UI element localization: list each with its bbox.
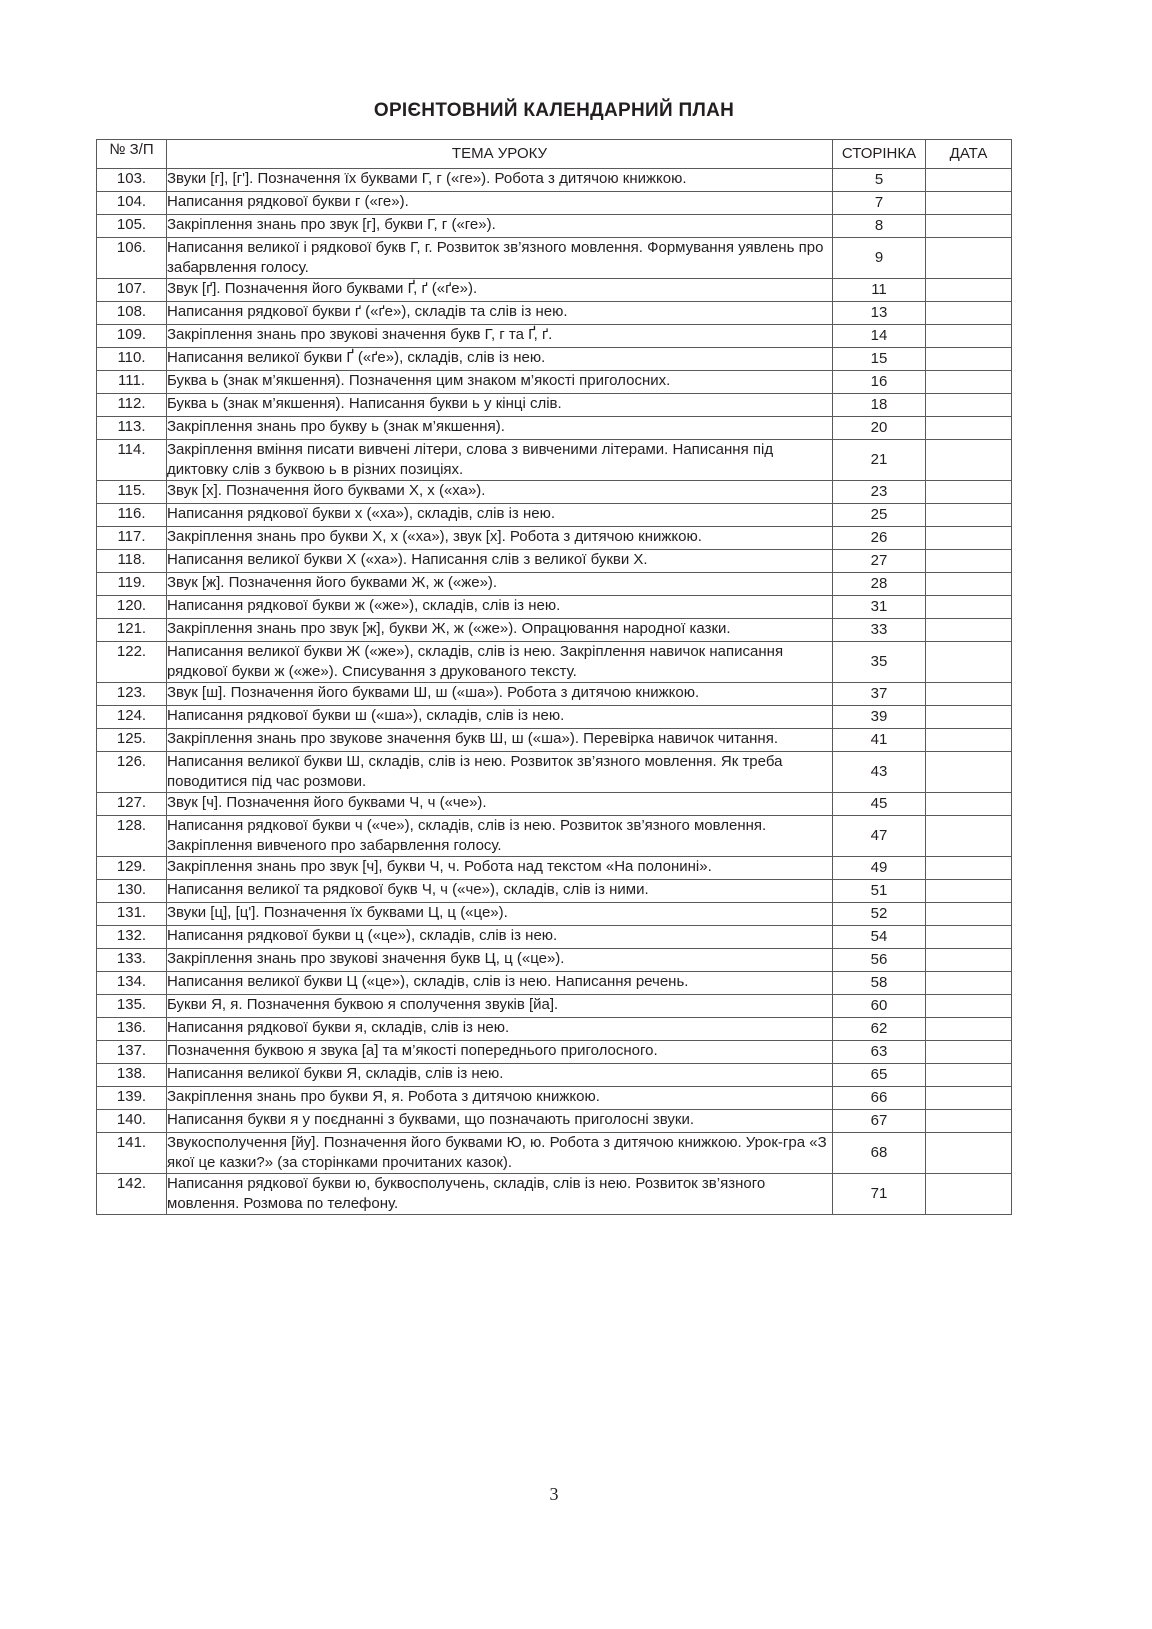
row-number: 108. [97,302,167,325]
row-topic: Звук [ш]. Позначення його буквами Ш, ш («ша»). Робота з дитячою книжкою. [167,683,833,706]
row-page: 13 [833,302,926,325]
row-date [926,926,1012,949]
row-page: 58 [833,972,926,995]
table-row [97,642,1012,683]
table-row [97,440,1012,481]
row-topic: Написання великої букви Ц («це»), складів, слів із нею. Написання речень. [167,972,833,995]
row-date [926,279,1012,302]
row-number: 117. [97,527,167,550]
row-topic: Написання великої та рядкової букв Ч, ч («че»), складів, слів із ними. [167,880,833,903]
row-page: 65 [833,1064,926,1087]
row-page: 45 [833,793,926,816]
row-date [926,1087,1012,1110]
row-topic: Написання великої букви Ж («же»), складів, слів із нею. Закріплення навичок написання рядкової букви ж («же»). Списування з друкованого тексту. [167,642,833,683]
row-date [926,816,1012,857]
row-date [926,1133,1012,1174]
row-topic: Закріплення знань про звук [ч], букви Ч, ч. Робота над текстом «На полонині». [167,857,833,880]
row-topic: Написання великої букви Ґ («ґе»), складів, слів із нею. [167,348,833,371]
calendar-plan-table [96,139,1012,1215]
row-topic: Звук [ґ]. Позначення його буквами Ґ, ґ («ґе»). [167,279,833,302]
row-page: 27 [833,550,926,573]
row-number: 124. [97,706,167,729]
table-row [97,752,1012,793]
row-date [926,880,1012,903]
row-number: 129. [97,857,167,880]
row-page: 71 [833,1174,926,1215]
header-page: СТОРІНКА [833,140,926,169]
row-number: 107. [97,279,167,302]
table-row [97,1018,1012,1041]
row-topic: Закріплення вміння писати вивчені літери, слова з вивченими літерами. Написання під диктовку слів з буквою ь в різних позиціях. [167,440,833,481]
row-date [926,527,1012,550]
table-row [97,302,1012,325]
row-number: 106. [97,238,167,279]
row-number: 137. [97,1041,167,1064]
table-row [97,527,1012,550]
row-page: 35 [833,642,926,683]
table-row [97,596,1012,619]
row-date [926,642,1012,683]
row-page: 16 [833,371,926,394]
row-topic: Закріплення знань про звукове значення букв Ш, ш («ша»). Перевірка навичок читання. [167,729,833,752]
page-title: ОРІЄНТОВНИЙ КАЛЕНДАРНИЙ ПЛАН [373,100,735,121]
row-date [926,729,1012,752]
row-topic: Написання великої букви Ш, складів, слів із нею. Розвиток зв’язного мовлення. Як треба поводитися під час розмови. [167,752,833,793]
row-topic: Буква ь (знак м’якшення). Написання букви ь у кінці слів. [167,394,833,417]
table-row [97,972,1012,995]
row-number: 126. [97,752,167,793]
row-number: 134. [97,972,167,995]
table-row [97,371,1012,394]
row-page: 26 [833,527,926,550]
row-topic: Звук [ж]. Позначення його буквами Ж, ж («же»). [167,573,833,596]
row-topic: Звук [ч]. Позначення його буквами Ч, ч («че»). [167,793,833,816]
row-page: 41 [833,729,926,752]
table-row [97,1087,1012,1110]
row-page: 62 [833,1018,926,1041]
row-page: 49 [833,857,926,880]
row-topic: Написання рядкової букви г («ге»). [167,192,833,215]
row-number: 120. [97,596,167,619]
row-number: 115. [97,481,167,504]
row-date [926,169,1012,192]
row-page: 33 [833,619,926,642]
row-date [926,949,1012,972]
row-number: 133. [97,949,167,972]
row-date [926,683,1012,706]
row-date [926,348,1012,371]
row-number: 119. [97,573,167,596]
row-topic: Буква ь (знак м’якшення). Позначення цим знаком м’якості приголосних. [167,371,833,394]
table-header-row [97,140,1012,169]
table-row [97,169,1012,192]
row-page: 54 [833,926,926,949]
row-date [926,215,1012,238]
page-number: 3 [549,1484,559,1504]
row-number: 127. [97,793,167,816]
table-row [97,238,1012,279]
table-row [97,573,1012,596]
row-topic: Написання рядкової букви ц («це»), складів, слів із нею. [167,926,833,949]
row-page: 37 [833,683,926,706]
row-date [926,972,1012,995]
row-number: 139. [97,1087,167,1110]
row-date [926,504,1012,527]
table-row [97,729,1012,752]
row-page: 7 [833,192,926,215]
row-date [926,371,1012,394]
row-date [926,596,1012,619]
row-page: 9 [833,238,926,279]
row-page: 60 [833,995,926,1018]
row-number: 138. [97,1064,167,1087]
row-number: 140. [97,1110,167,1133]
table-row [97,192,1012,215]
row-page: 14 [833,325,926,348]
row-number: 103. [97,169,167,192]
row-page: 39 [833,706,926,729]
table-row [97,215,1012,238]
table-row [97,926,1012,949]
row-page: 5 [833,169,926,192]
row-page: 20 [833,417,926,440]
row-date [926,752,1012,793]
table-body [97,169,1012,1215]
row-number: 111. [97,371,167,394]
row-page: 51 [833,880,926,903]
row-number: 110. [97,348,167,371]
row-number: 141. [97,1133,167,1174]
row-page: 21 [833,440,926,481]
row-date [926,302,1012,325]
row-topic: Закріплення знань про звук [ж], букви Ж, ж («же»). Опрацювання народної казки. [167,619,833,642]
row-topic: Написання рядкової букви ґ («ґе»), складів та слів із нею. [167,302,833,325]
row-number: 131. [97,903,167,926]
table-row [97,857,1012,880]
row-number: 142. [97,1174,167,1215]
row-number: 113. [97,417,167,440]
row-page: 23 [833,481,926,504]
row-date [926,857,1012,880]
row-date [926,440,1012,481]
row-number: 136. [97,1018,167,1041]
header-topic: ТЕМА УРОКУ [167,140,833,169]
row-topic: Закріплення знань про звук [г], букви Г, г («ге»). [167,215,833,238]
row-topic: Написання рядкової букви ш («ша»), складів, слів із нею. [167,706,833,729]
row-date [926,238,1012,279]
row-topic: Букви Я, я. Позначення буквою я сполучення звуків [йа]. [167,995,833,1018]
row-date [926,394,1012,417]
row-date [926,1064,1012,1087]
row-number: 123. [97,683,167,706]
row-topic: Закріплення знань про букви Х, х («ха»), звук [х]. Робота з дитячою книжкою. [167,527,833,550]
table-row [97,1064,1012,1087]
row-page: 28 [833,573,926,596]
row-topic: Написання букви я у поєднанні з буквами, що позначають приголосні звуки. [167,1110,833,1133]
row-date [926,192,1012,215]
row-date [926,325,1012,348]
table-row [97,325,1012,348]
row-topic: Написання рядкової букви х («ха»), складів, слів із нею. [167,504,833,527]
row-number: 112. [97,394,167,417]
row-topic: Закріплення знань про букву ь (знак м’якшення). [167,417,833,440]
row-page: 11 [833,279,926,302]
row-page: 63 [833,1041,926,1064]
row-number: 121. [97,619,167,642]
row-topic: Звуки [г], [г']. Позначення їх буквами Г, г («ге»). Робота з дитячою книжкою. [167,169,833,192]
table-row [97,1133,1012,1174]
row-topic: Звук [х]. Позначення його буквами Х, х («ха»). [167,481,833,504]
row-number: 105. [97,215,167,238]
table-row [97,417,1012,440]
table-row [97,550,1012,573]
table-row [97,683,1012,706]
row-date [926,481,1012,504]
table-row [97,348,1012,371]
table-row [97,504,1012,527]
header-number: № З/П [97,140,167,169]
row-topic: Звукосполучення [йу]. Позначення його буквами Ю, ю. Робота з дитячою книжкою. Урок-гра «З якої це казки?» (за сторінками прочитаних казок). [167,1133,833,1174]
row-date [926,995,1012,1018]
table-row [97,903,1012,926]
header-date: ДАТА [926,140,1012,169]
row-number: 125. [97,729,167,752]
row-number: 118. [97,550,167,573]
row-date [926,417,1012,440]
row-page: 31 [833,596,926,619]
row-number: 114. [97,440,167,481]
row-topic: Закріплення знань про звукові значення букв Ц, ц («це»). [167,949,833,972]
row-date [926,1041,1012,1064]
row-date [926,550,1012,573]
row-date [926,793,1012,816]
table-row [97,880,1012,903]
row-page: 15 [833,348,926,371]
row-topic: Написання рядкової букви ю, буквосполучень, складів, слів із нею. Розвиток зв’язного мовлення. Розмова по телефону. [167,1174,833,1215]
row-number: 128. [97,816,167,857]
table-row [97,995,1012,1018]
row-page: 56 [833,949,926,972]
table-row [97,793,1012,816]
row-page: 25 [833,504,926,527]
row-topic: Написання рядкової букви ч («че»), складів, слів із нею. Розвиток зв’язного мовлення. Закріплення вивченого про забарвлення голосу. [167,816,833,857]
row-topic: Закріплення знань про звукові значення букв Г, г та Ґ, ґ. [167,325,833,348]
row-date [926,1018,1012,1041]
row-date [926,573,1012,596]
row-number: 116. [97,504,167,527]
table-row [97,394,1012,417]
row-date [926,1174,1012,1215]
row-page: 43 [833,752,926,793]
row-topic: Написання великої і рядкової букв Г, г. Розвиток зв’язного мовлення. Формування уявлень про забарвлення голосу. [167,238,833,279]
row-topic: Написання великої букви Х («ха»). Написання слів з великої букви Х. [167,550,833,573]
row-number: 132. [97,926,167,949]
row-date [926,1110,1012,1133]
row-number: 104. [97,192,167,215]
table-row [97,481,1012,504]
row-page: 66 [833,1087,926,1110]
table-row [97,816,1012,857]
row-page: 68 [833,1133,926,1174]
row-page: 52 [833,903,926,926]
row-number: 122. [97,642,167,683]
row-topic: Написання рядкової букви ж («же»), складів, слів із нею. [167,596,833,619]
row-topic: Написання рядкової букви я, складів, слів із нею. [167,1018,833,1041]
row-page: 8 [833,215,926,238]
row-date [926,619,1012,642]
row-page: 67 [833,1110,926,1133]
table-row [97,1174,1012,1215]
row-topic: Закріплення знань про букви Я, я. Робота з дитячою книжкою. [167,1087,833,1110]
row-page: 18 [833,394,926,417]
row-topic: Написання великої букви Я, складів, слів із нею. [167,1064,833,1087]
table-row [97,706,1012,729]
row-date [926,903,1012,926]
row-page: 47 [833,816,926,857]
table-row [97,1041,1012,1064]
table-row [97,1110,1012,1133]
row-number: 109. [97,325,167,348]
row-number: 130. [97,880,167,903]
row-topic: Звуки [ц], [ц']. Позначення їх буквами Ц, ц («це»). [167,903,833,926]
table-row [97,619,1012,642]
row-topic: Позначення буквою я звука [а] та м’якості попереднього приголосного. [167,1041,833,1064]
row-date [926,706,1012,729]
row-number: 135. [97,995,167,1018]
table-row [97,949,1012,972]
table-row [97,279,1012,302]
